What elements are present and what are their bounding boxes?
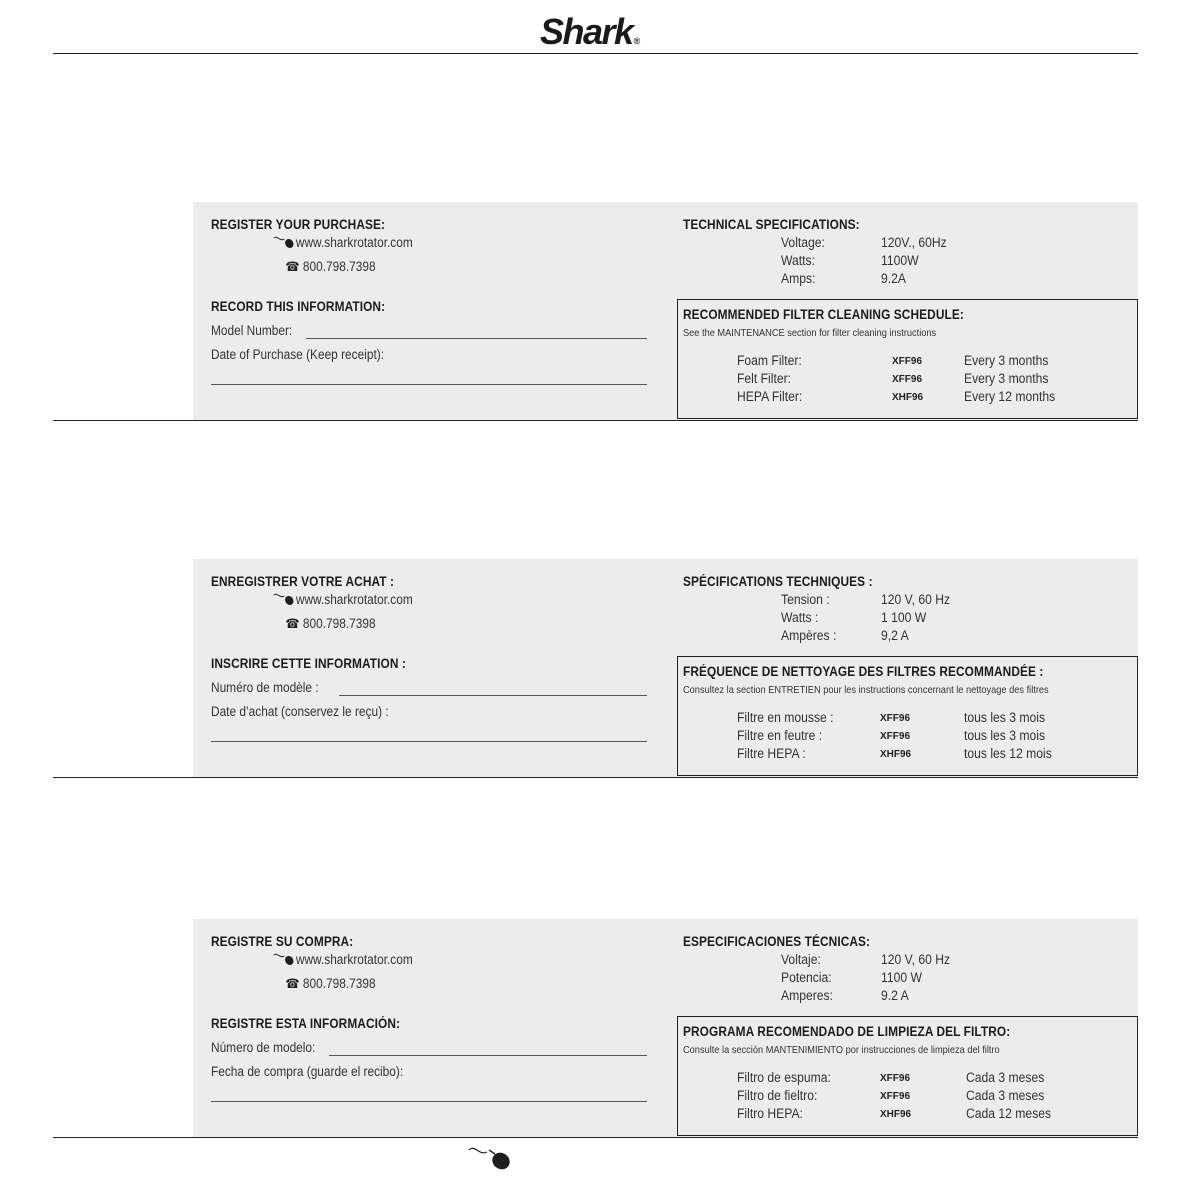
spec-label: Potencia: xyxy=(781,970,832,985)
filter-name: Filtre en feutre : xyxy=(737,728,823,743)
filter-part-code: XFF96 xyxy=(880,731,911,742)
telephone-icon: ☎ xyxy=(285,976,300,991)
date-of-purchase-blank[interactable] xyxy=(211,741,647,742)
record-heading: INSCRIRE CETTE INFORMATION : xyxy=(211,656,406,671)
phone-number: 800.798.7398 xyxy=(302,616,376,631)
model-number-field[interactable] xyxy=(211,323,647,341)
filter-frequency: tous les 12 mois xyxy=(964,746,1052,761)
record-heading: RECORD THIS INFORMATION: xyxy=(211,299,386,314)
phone-line xyxy=(273,616,376,632)
website-line[interactable] xyxy=(273,952,413,967)
spec-label: Watts: xyxy=(781,253,815,268)
date-of-purchase-label: Fecha de compra (guarde el recibo): xyxy=(211,1064,404,1079)
spec-label: Ampères : xyxy=(781,628,837,643)
filter-part-code: XHF96 xyxy=(880,1109,912,1120)
filter-name: Filtro de fieltro: xyxy=(737,1088,818,1103)
filter-name: Filtro de espuma: xyxy=(737,1070,831,1085)
website-line[interactable] xyxy=(273,235,413,250)
date-of-purchase-label: Date of Purchase (Keep receipt): xyxy=(211,347,385,362)
shark-logo xyxy=(540,12,660,52)
model-number-blank xyxy=(339,695,647,696)
filter-frequency: tous les 3 mois xyxy=(964,710,1046,725)
website-link[interactable]: www.sharkrotator.com xyxy=(295,592,413,607)
phone-number: 800.798.7398 xyxy=(302,259,376,274)
spec-value: 1 100 W xyxy=(881,610,927,625)
registered-mark: ® xyxy=(633,36,641,46)
date-of-purchase-field xyxy=(211,1064,647,1082)
phone-number: 800.798.7398 xyxy=(302,976,376,991)
model-number-label: Número de modelo: xyxy=(211,1040,316,1055)
spec-value: 1100 W xyxy=(881,970,922,985)
model-number-label: Model Number: xyxy=(211,323,293,338)
filter-part-code: XFF96 xyxy=(880,713,911,724)
date-of-purchase-blank[interactable] xyxy=(211,1101,647,1102)
spec-label: Tension : xyxy=(781,592,830,607)
section-divider xyxy=(53,777,1138,778)
info-section xyxy=(193,559,1138,777)
spec-label: Voltaje: xyxy=(781,952,821,967)
spec-value: 1100W xyxy=(881,253,919,268)
filter-part-code: XFF96 xyxy=(892,356,923,367)
date-of-purchase-field xyxy=(211,347,647,365)
header-rule xyxy=(53,53,1138,54)
phone-line xyxy=(273,976,376,992)
model-number-field[interactable] xyxy=(211,680,647,698)
filter-schedule-note: See the MAINTENANCE section for filter cleaning instructions xyxy=(683,327,937,339)
phone-line xyxy=(273,259,376,275)
specs-heading: SPÉCIFICATIONS TECHNIQUES : xyxy=(683,574,873,589)
filter-schedule-box xyxy=(677,1016,1138,1136)
filter-schedule-box xyxy=(677,299,1138,419)
register-heading: ENREGISTRER VOTRE ACHAT : xyxy=(211,574,395,589)
specs-heading: TECHNICAL SPECIFICATIONS: xyxy=(683,217,860,232)
date-of-purchase-blank[interactable] xyxy=(211,384,647,385)
filter-schedule-heading: FRÉQUENCE DE NETTOYAGE DES FILTRES RECOMMANDÉE : xyxy=(683,664,1044,679)
filter-frequency: Every 3 months xyxy=(964,353,1049,368)
mouse-icon xyxy=(273,235,296,250)
filter-part-code: XFF96 xyxy=(880,1091,911,1102)
specs-heading: ESPECIFICACIONES TÉCNICAS: xyxy=(683,934,871,949)
logo-text: Shark xyxy=(540,11,633,52)
filter-frequency: Every 3 months xyxy=(964,371,1049,386)
filter-name: Foam Filter: xyxy=(737,353,802,368)
filter-frequency: Cada 3 meses xyxy=(966,1070,1045,1085)
filter-frequency: Cada 3 meses xyxy=(966,1088,1045,1103)
spec-value: 120V., 60Hz xyxy=(881,235,947,250)
spec-value: 120 V, 60 Hz xyxy=(881,952,951,967)
section-divider xyxy=(53,1137,1138,1138)
website-link[interactable]: www.sharkrotator.com xyxy=(295,235,413,250)
mouse-icon xyxy=(273,952,296,967)
register-heading: REGISTER YOUR PURCHASE: xyxy=(211,217,386,232)
filter-schedule-heading: RECOMMENDED FILTER CLEANING SCHEDULE: xyxy=(683,307,964,322)
mouse-icon-large xyxy=(467,1144,515,1172)
model-number-blank xyxy=(306,338,647,339)
mouse-icon xyxy=(273,592,296,607)
model-number-label: Numéro de modèle : xyxy=(211,680,319,695)
telephone-icon: ☎ xyxy=(285,616,300,631)
date-of-purchase-label: Date d’achat (conservez le reçu) : xyxy=(211,704,389,719)
filter-name: Felt Filter: xyxy=(737,371,792,386)
filter-part-code: XFF96 xyxy=(880,1073,911,1084)
register-heading: REGISTRE SU COMPRA: xyxy=(211,934,354,949)
model-number-field[interactable] xyxy=(211,1040,647,1058)
website-link[interactable]: www.sharkrotator.com xyxy=(295,952,413,967)
spec-value: 9,2 A xyxy=(881,628,909,643)
spec-value: 9.2A xyxy=(881,271,907,286)
filter-name: HEPA Filter: xyxy=(737,389,803,404)
telephone-icon: ☎ xyxy=(285,259,300,274)
spec-value: 120 V, 60 Hz xyxy=(881,592,951,607)
spec-value: 9.2 A xyxy=(881,988,909,1003)
model-number-blank xyxy=(329,1055,647,1056)
info-section xyxy=(193,202,1138,420)
filter-name: Filtre en mousse : xyxy=(737,710,834,725)
filter-name: Filtro HEPA: xyxy=(737,1106,803,1121)
date-of-purchase-field xyxy=(211,704,647,722)
spec-label: Watts : xyxy=(781,610,819,625)
website-line[interactable] xyxy=(273,592,413,607)
spec-label: Voltage: xyxy=(781,235,825,250)
section-divider xyxy=(53,420,1138,421)
filter-frequency: Cada 12 meses xyxy=(966,1106,1052,1121)
filter-schedule-note: Consultez la section ENTRETIEN pour les instructions concernant le nettoyage des filtres xyxy=(683,684,1049,696)
filter-part-code: XHF96 xyxy=(880,749,912,760)
filter-name: Filtre HEPA : xyxy=(737,746,806,761)
filter-part-code: XHF96 xyxy=(892,392,924,403)
filter-frequency: tous les 3 mois xyxy=(964,728,1046,743)
filter-part-code: XFF96 xyxy=(892,374,923,385)
spec-label: Amperes: xyxy=(781,988,834,1003)
spec-label: Amps: xyxy=(781,271,816,286)
info-section xyxy=(193,919,1138,1137)
filter-schedule-box xyxy=(677,656,1138,776)
filter-frequency: Every 12 months xyxy=(964,389,1056,404)
record-heading: REGISTRE ESTA INFORMACIÓN: xyxy=(211,1016,401,1031)
filter-schedule-heading: PROGRAMA RECOMENDADO DE LIMPIEZA DEL FILTRO: xyxy=(683,1024,1011,1039)
filter-schedule-note: Consulte la sección MANTENIMIENTO por instrucciones de limpieza del filtro xyxy=(683,1044,1000,1056)
